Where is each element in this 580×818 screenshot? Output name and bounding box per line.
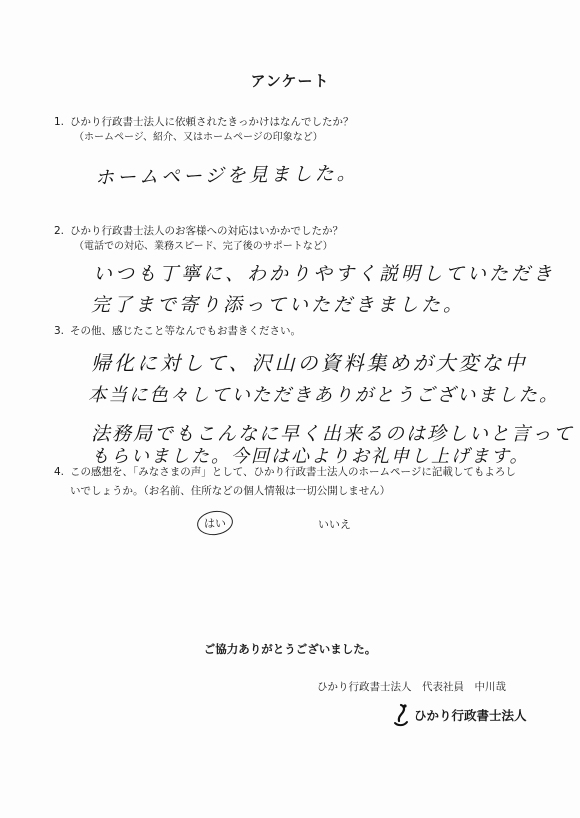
company-logo xyxy=(392,703,527,727)
answer-2-line-2: 完了まで寄り添っていただきました。 xyxy=(91,294,466,316)
option-no[interactable]: いいえ xyxy=(318,518,351,531)
option-yes[interactable]: はい xyxy=(204,517,226,530)
signature-line: ひかり行政書士法人 代表社員 中川哉 xyxy=(317,681,506,693)
closing-message: ご協力ありがとうございました。 xyxy=(203,642,377,656)
question-text: ひかり行政書士法人のお客様への対応はいかかでしたか？ xyxy=(70,225,343,237)
company-logo-icon xyxy=(392,703,410,727)
survey-title: アンケート xyxy=(250,72,330,90)
answer-3-line-4: もらいました。今回は心よりお礼申し上げます。 xyxy=(91,446,530,467)
question-number: 4. xyxy=(54,466,65,478)
answer-2-line-1: いつも丁寧に、わかりやすく説明していただき xyxy=(93,263,556,285)
question-4-cont: いでしょうか。（お名前、住所などの個人情報は一切公開しません） xyxy=(70,485,391,497)
question-2 xyxy=(54,224,343,239)
question-number: 2. xyxy=(54,225,65,237)
question-number: 3. xyxy=(54,325,65,337)
answer-1-line-1: ホームページを見ました。 xyxy=(94,162,359,189)
question-text: ひかり行政書士法人に依頼されたきっかけはなんでしたか？ xyxy=(70,116,354,128)
question-1 xyxy=(54,115,354,130)
answer-3-line-2: 本当に色々していただきありがとうございました。 xyxy=(88,385,560,406)
question-text: その他、感じたこと等なんでもお書きください。 xyxy=(70,325,301,337)
question-number: 1. xyxy=(54,116,65,128)
question-1-note: （ホームページ、紹介、又はホームページの印象など） xyxy=(74,132,323,143)
question-2-note: （電話での対応、業務スピード、完了後のサポートなど） xyxy=(74,241,333,252)
answer-3-line-3: 法務局でもこんなに早く出来るのは珍しいと言って xyxy=(91,423,575,445)
question-4 xyxy=(54,465,516,480)
question-text: この感想を、「みなさまの声」として、ひかり行政書士法人のホームページに記載してもよろし xyxy=(70,466,516,478)
company-logo-text: ひかり行政書士法人 xyxy=(414,708,527,723)
answer-3-line-1: 帰化に対して、沢山の資料集めが大変な中 xyxy=(91,351,528,375)
question-3 xyxy=(54,324,301,339)
